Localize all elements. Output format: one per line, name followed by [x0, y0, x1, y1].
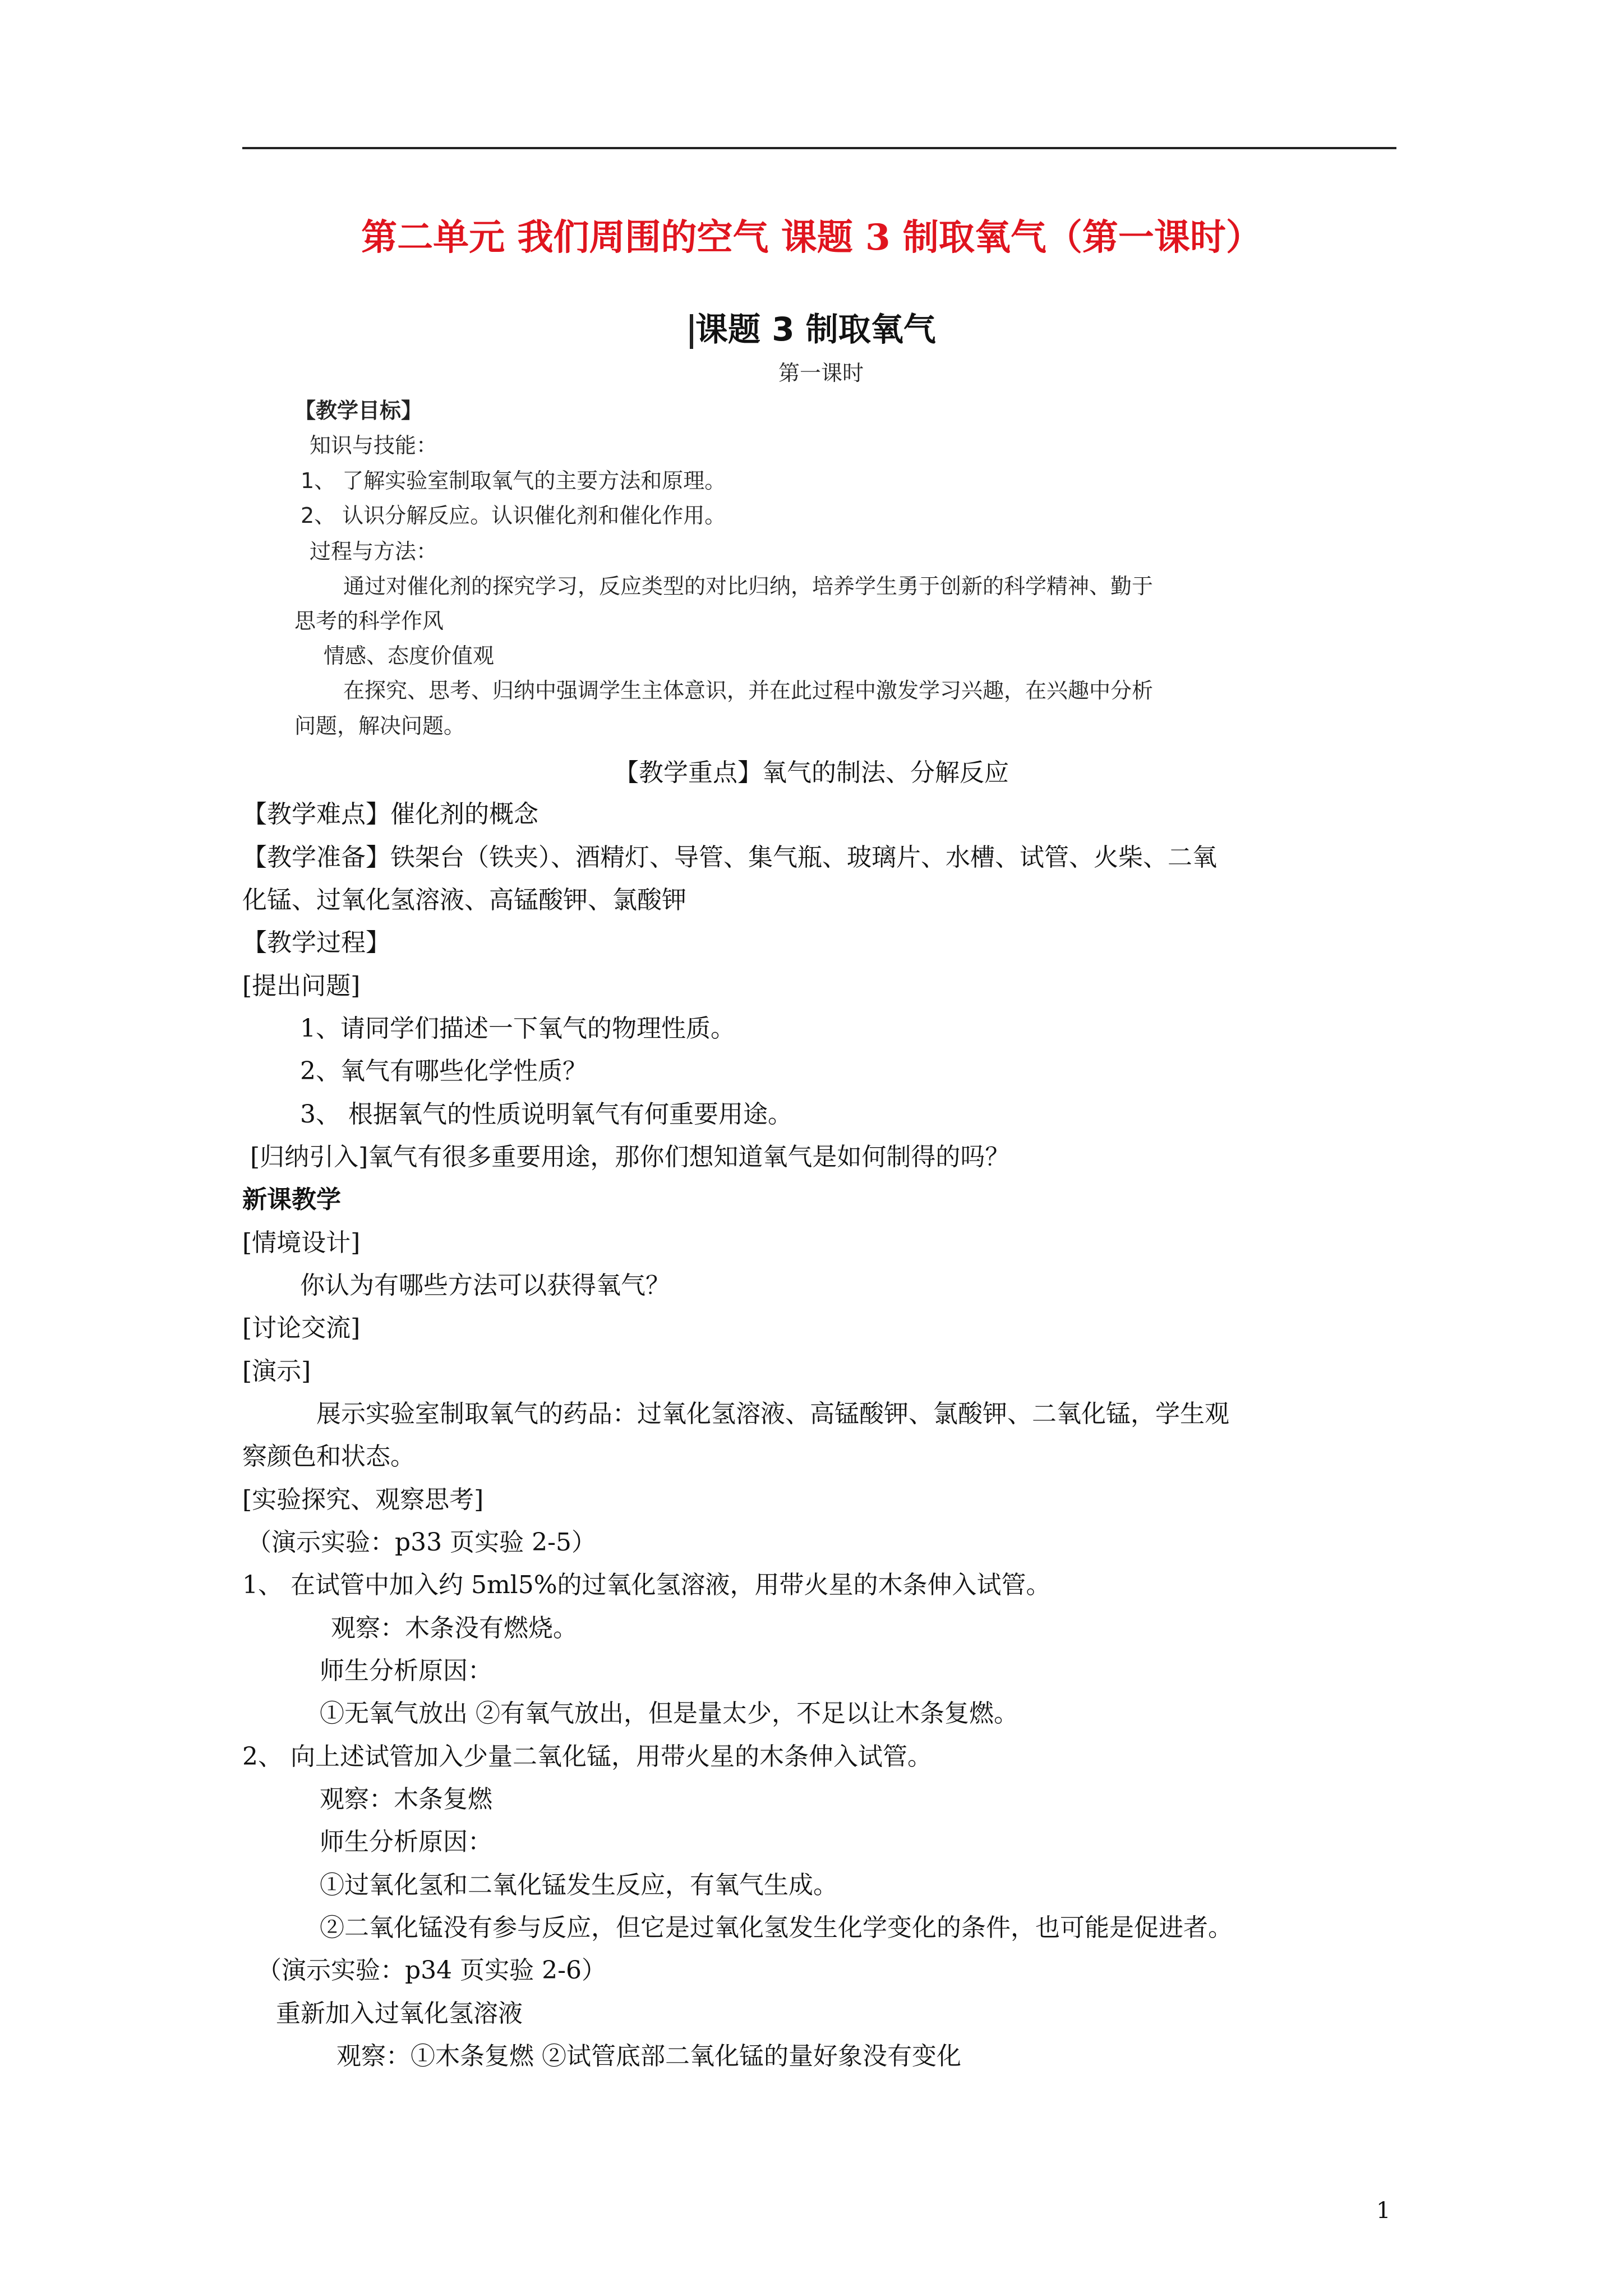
reason-2a: ①过氧化氢和二氧化锰发生反应，有氧气生成。 [320, 1871, 838, 1899]
difficulty: 【教学难点】催化剂的概念 [242, 800, 538, 829]
scenario-question: 你认为有哪些方法可以获得氧气？ [300, 1271, 670, 1300]
new-lesson: 新课教学 [242, 1185, 341, 1214]
reason-2b: ②二氧化锰没有参与反应，但它是过氧化氢发生化学变化的条件，也可能是促进者。 [320, 1913, 1233, 1942]
observation-3: 观察：①木条复燃 ②试管底部二氧化锰的量好象没有变化 [336, 2042, 961, 2070]
experiment-1-ref: （演示实验：p33 页实验 2-5） [247, 1528, 596, 1557]
step-2: 2、 向上述试管加入少量二氧化锰，用带火星的木条伸入试管。 [242, 1742, 932, 1771]
scan-knowledge-2: 2、 认识分解反应。认识催化剂和催化作用。 [301, 503, 726, 528]
experiment-2-ref: （演示实验：p34 页实验 2-6） [257, 1956, 606, 1985]
demo-text-2: 察颜色和状态。 [242, 1442, 415, 1471]
explore: [实验探究、观察思考] [242, 1485, 484, 1514]
scenario: [情境设计] [242, 1228, 361, 1257]
document-title: 第二单元 我们周围的空气 课题 3 制取氧气（第一课时） [361, 217, 1262, 259]
scan-process-text-2: 思考的科学作风 [294, 609, 444, 633]
process-heading: 【教学过程】 [242, 928, 390, 957]
scan-process-label: 过程与方法： [310, 539, 438, 564]
prep-line-2: 化锰、过氧化氢溶液、高锰酸钾、氯酸钾 [242, 886, 686, 914]
readd: 重新加入过氧化氢溶液 [276, 1999, 523, 2028]
scan-process-text-1: 通过对催化剂的探究学习，反应类型的对比归纳，培养学生勇于创新的科学精神、勤于 [343, 574, 1154, 599]
discussion: [讨论交流] [242, 1314, 361, 1342]
demo: [演示] [242, 1357, 311, 1386]
step-1: 1、 在试管中加入约 5ml5%的过氧化氢溶液，用带火星的木条伸入试管。 [242, 1571, 1051, 1599]
induction: [归纳引入]氧气有很多重要用途，那你们想知道氧气是如何制得的吗？ [250, 1143, 1010, 1171]
scan-heading [690, 303, 936, 350]
scan-knowledge-label: 知识与技能： [310, 433, 438, 458]
prep-line-1: 【教学准备】铁架台（铁夹）、酒精灯、导管、集气瓶、玻璃片、水槽、试管、火柴、二氧 [242, 843, 1217, 872]
header-rule [242, 147, 1396, 149]
demo-text-1: 展示实验室制取氧气的药品：过氧化氢溶液、高锰酸钾、氯酸钾、二氧化锰，学生观 [316, 1400, 1229, 1428]
analysis-1: 师生分析原因： [320, 1657, 492, 1685]
question-3: 3、 根据氧气的性质说明氧气有何重要用途。 [300, 1100, 792, 1129]
page-number: 1 [1376, 2198, 1391, 2224]
raise-question: [提出问题] [242, 972, 361, 1000]
cursor-bar-icon [690, 314, 693, 349]
scan-emotion-text-2: 问题，解决问题。 [294, 714, 465, 738]
scan-emotion-text-1: 在探究、思考、归纳中强调学生主体意识，并在此过程中激发学习兴趣，在兴趣中分析 [343, 678, 1154, 703]
reason-1: ①无氧气放出 ②有氧气放出，但是量太少，不足以让木条复燃。 [320, 1699, 1018, 1728]
observation-2: 观察：木条复燃 [320, 1785, 492, 1814]
scan-objectives-label: 【教学目标】 [294, 398, 423, 423]
scan-emotion-label: 情感、态度价值观 [324, 643, 495, 668]
question-1: 1、请同学们描述一下氧气的物理性质。 [300, 1014, 735, 1043]
analysis-2: 师生分析原因： [320, 1828, 492, 1856]
key-point: 【教学重点】氧气的制法、分解反应 [614, 758, 1009, 787]
observation-1: 观察：木条没有燃烧。 [331, 1614, 578, 1642]
scan-session: 第一课时 [778, 361, 864, 385]
scan-knowledge-1: 1、 了解实验室制取氧气的主要方法和原理。 [301, 468, 726, 493]
scan-heading-text: 课题 3 制取氧气 [695, 310, 936, 348]
question-2: 2、氧气有哪些化学性质？ [300, 1057, 587, 1085]
